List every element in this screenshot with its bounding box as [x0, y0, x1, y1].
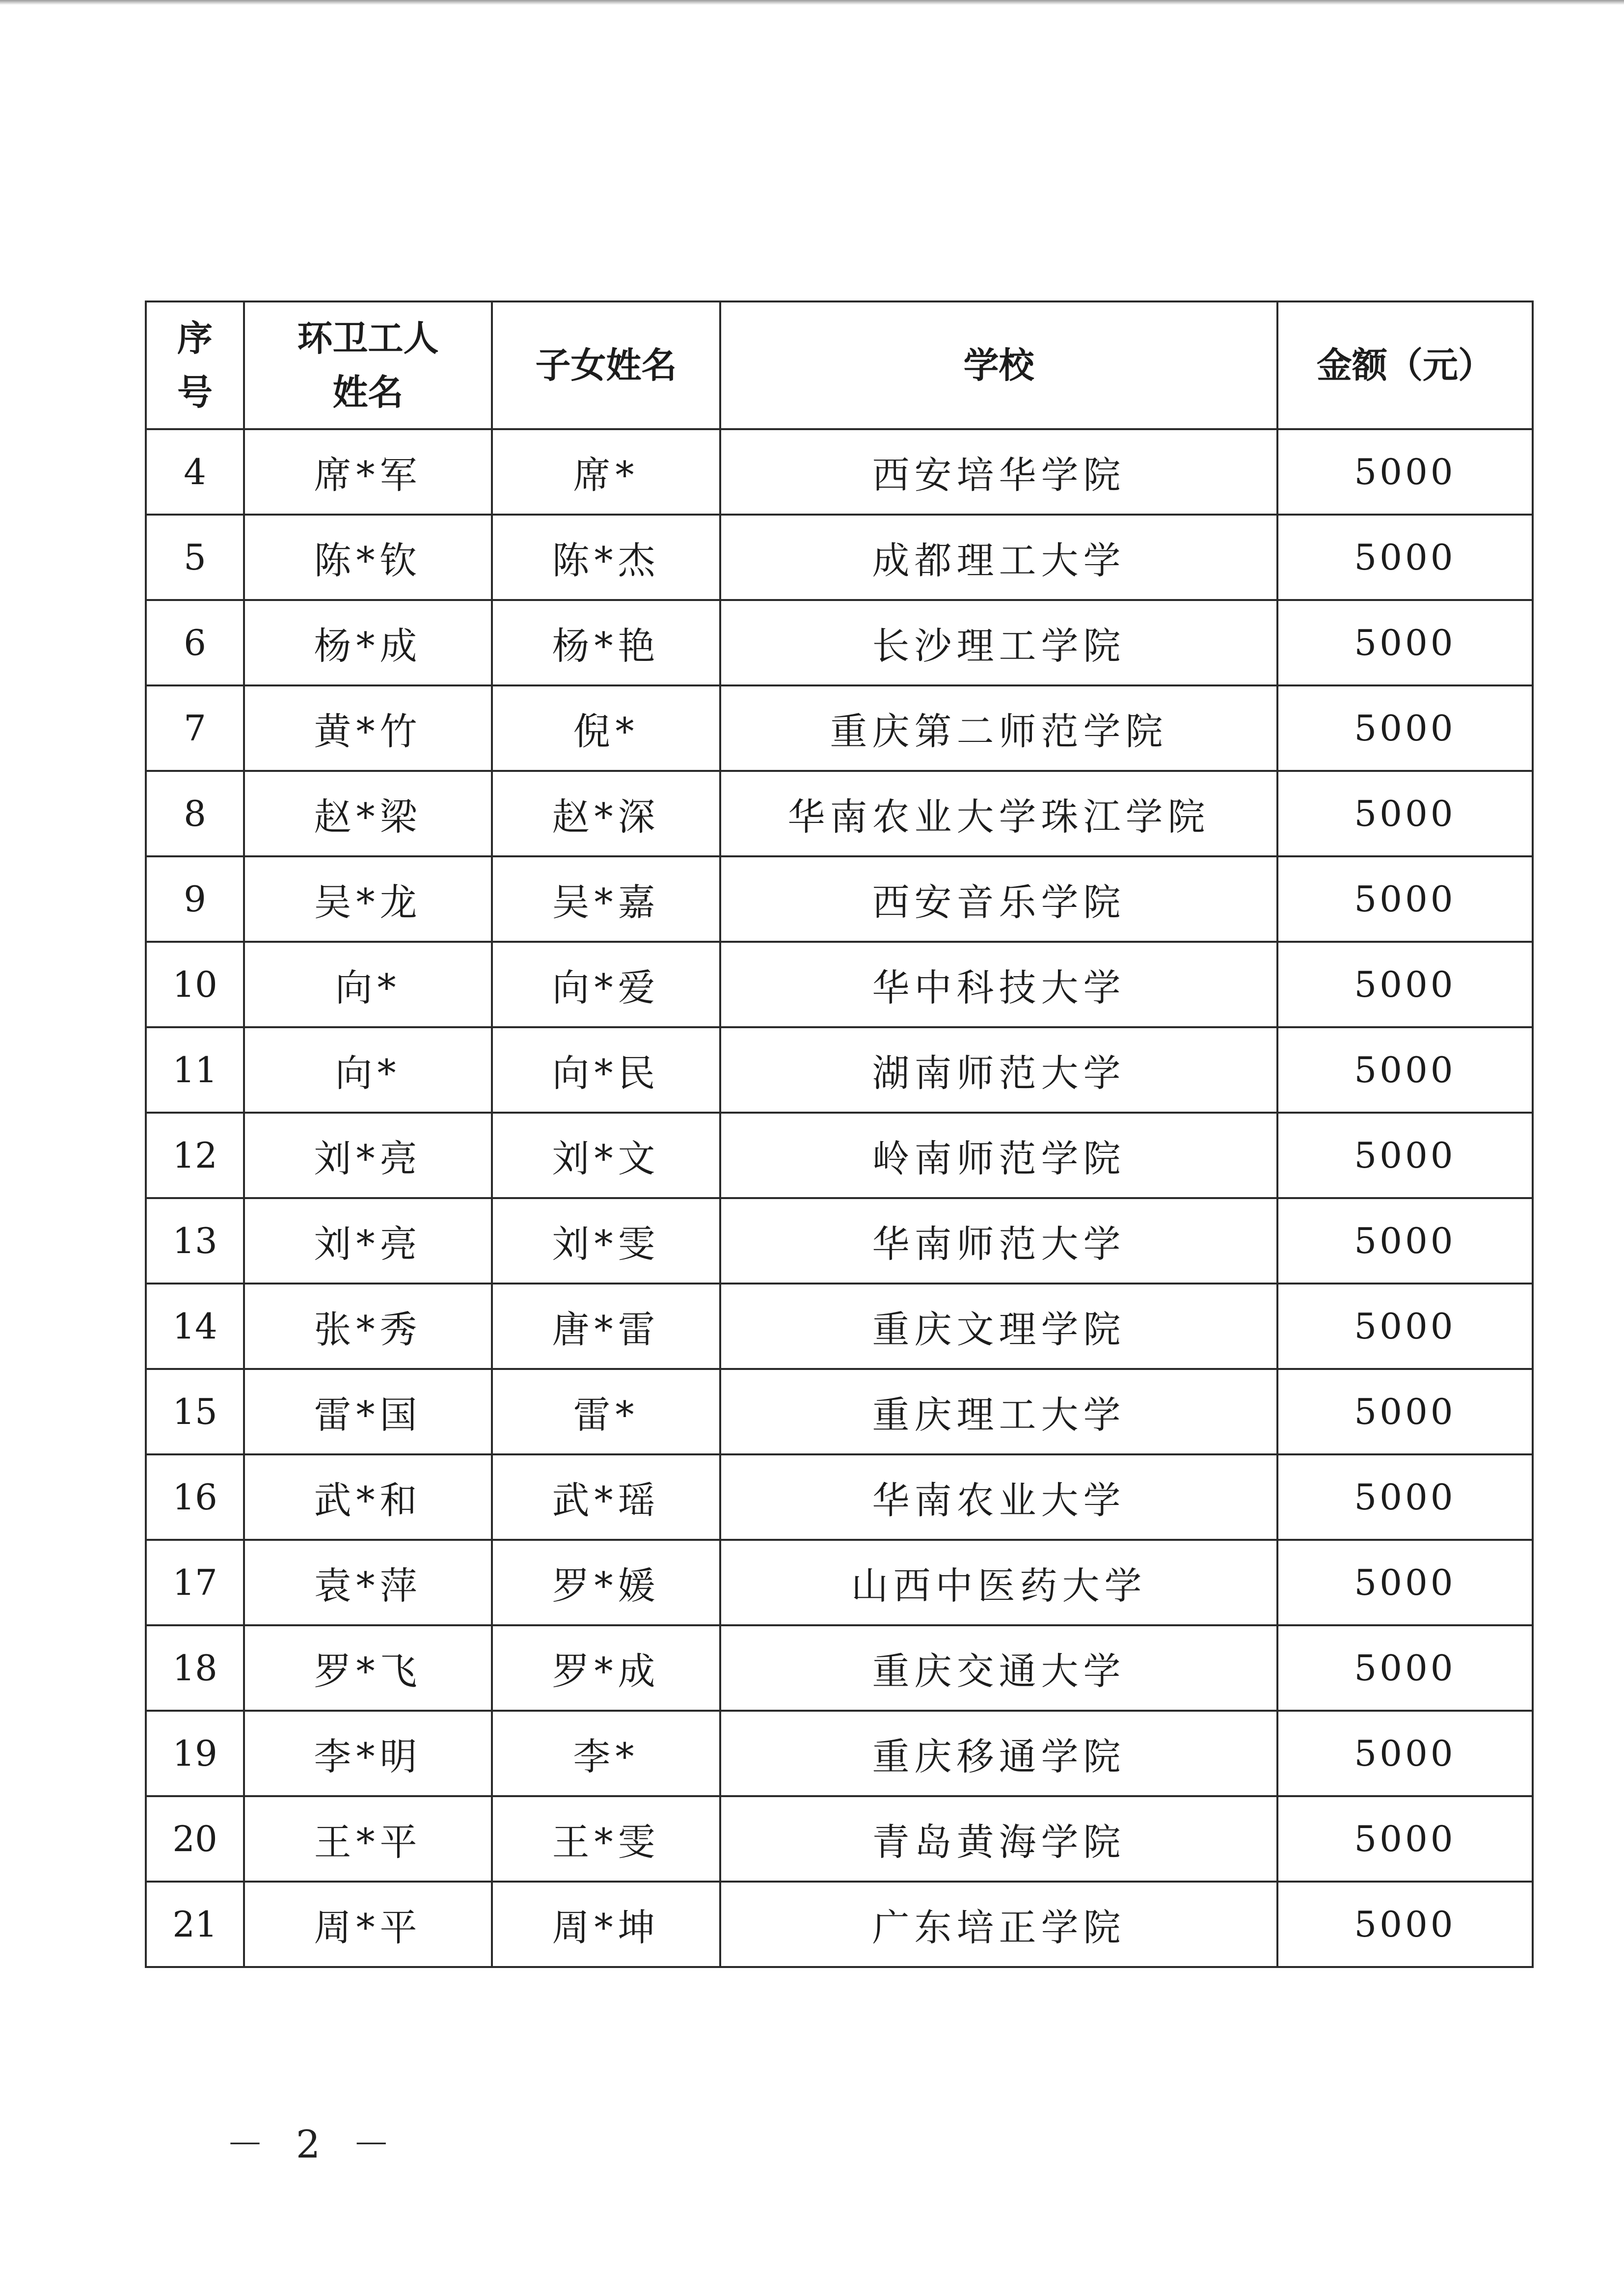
cell-index: 11: [146, 1027, 244, 1113]
cell-index: 15: [146, 1369, 244, 1454]
cell-index: 10: [146, 942, 244, 1027]
cell-child-name: 刘*文: [492, 1113, 720, 1198]
cell-index: 12: [146, 1113, 244, 1198]
cell-worker-name: 王*平: [244, 1796, 492, 1882]
page-number: － 2 －: [226, 2123, 401, 2167]
header-index: 序号: [146, 301, 244, 429]
cell-worker-name: 黄*竹: [244, 685, 492, 771]
table-row: [146, 1369, 1533, 1454]
cell-amount: 5000: [1277, 429, 1533, 515]
header-child-name: 子女姓名: [492, 301, 720, 429]
cell-worker-name: 刘*亮: [244, 1113, 492, 1198]
cell-index: 18: [146, 1625, 244, 1711]
table-row: [146, 1284, 1533, 1369]
cell-school: 华南师范大学: [720, 1198, 1277, 1284]
cell-amount: 5000: [1277, 1540, 1533, 1625]
cell-amount: 5000: [1277, 942, 1533, 1027]
cell-index: 5: [146, 515, 244, 600]
table-row: [146, 1454, 1533, 1540]
scan-edge: [0, 0, 1624, 5]
cell-amount: 5000: [1277, 1454, 1533, 1540]
cell-worker-name: 武*和: [244, 1454, 492, 1540]
cell-amount: 5000: [1277, 1711, 1533, 1796]
cell-child-name: 雷*: [492, 1369, 720, 1454]
table-row: [146, 1625, 1533, 1711]
cell-child-name: 李*: [492, 1711, 720, 1796]
cell-amount: 5000: [1277, 771, 1533, 856]
cell-amount: 5000: [1277, 515, 1533, 600]
cell-index: 13: [146, 1198, 244, 1284]
table-row: [146, 600, 1533, 685]
cell-school: 山西中医药大学: [720, 1540, 1277, 1625]
table-row: [146, 856, 1533, 942]
cell-child-name: 席*: [492, 429, 720, 515]
stipend-table: [145, 301, 1534, 1968]
cell-worker-name: 陈*钦: [244, 515, 492, 600]
cell-amount: 5000: [1277, 1113, 1533, 1198]
cell-child-name: 向*民: [492, 1027, 720, 1113]
cell-school: 西安音乐学院: [720, 856, 1277, 942]
cell-worker-name: 向*: [244, 1027, 492, 1113]
cell-worker-name: 赵*梁: [244, 771, 492, 856]
cell-worker-name: 刘*亮: [244, 1198, 492, 1284]
table-row: [146, 1711, 1533, 1796]
cell-school: 重庆第二师范学院: [720, 685, 1277, 771]
cell-school: 华南农业大学珠江学院: [720, 771, 1277, 856]
header-worker-name: 环卫工人姓名: [244, 301, 492, 429]
cell-worker-name: 席*军: [244, 429, 492, 515]
table-header-row: [146, 301, 1533, 429]
cell-school: 长沙理工学院: [720, 600, 1277, 685]
table-row: [146, 771, 1533, 856]
cell-index: 16: [146, 1454, 244, 1540]
cell-index: 9: [146, 856, 244, 942]
cell-amount: 5000: [1277, 1198, 1533, 1284]
cell-index: 14: [146, 1284, 244, 1369]
cell-child-name: 周*坤: [492, 1882, 720, 1967]
table-row: [146, 1027, 1533, 1113]
cell-index: 7: [146, 685, 244, 771]
cell-child-name: 唐*雷: [492, 1284, 720, 1369]
cell-school: 成都理工大学: [720, 515, 1277, 600]
cell-worker-name: 罗*飞: [244, 1625, 492, 1711]
cell-amount: 5000: [1277, 1027, 1533, 1113]
cell-child-name: 王*雯: [492, 1796, 720, 1882]
cell-school: 西安培华学院: [720, 429, 1277, 515]
cell-child-name: 陈*杰: [492, 515, 720, 600]
cell-worker-name: 周*平: [244, 1882, 492, 1967]
cell-amount: 5000: [1277, 685, 1533, 771]
cell-school: 重庆交通大学: [720, 1625, 1277, 1711]
cell-child-name: 吴*嘉: [492, 856, 720, 942]
cell-school: 华南农业大学: [720, 1454, 1277, 1540]
cell-amount: 5000: [1277, 600, 1533, 685]
table-row: [146, 429, 1533, 515]
cell-child-name: 杨*艳: [492, 600, 720, 685]
cell-worker-name: 李*明: [244, 1711, 492, 1796]
cell-amount: 5000: [1277, 1882, 1533, 1967]
table-row: [146, 1113, 1533, 1198]
cell-school: 重庆理工大学: [720, 1369, 1277, 1454]
cell-index: 8: [146, 771, 244, 856]
cell-index: 21: [146, 1882, 244, 1967]
cell-child-name: 刘*雯: [492, 1198, 720, 1284]
cell-amount: 5000: [1277, 856, 1533, 942]
cell-amount: 5000: [1277, 1796, 1533, 1882]
cell-worker-name: 张*秀: [244, 1284, 492, 1369]
table-row: [146, 1796, 1533, 1882]
cell-child-name: 倪*: [492, 685, 720, 771]
cell-child-name: 罗*媛: [492, 1540, 720, 1625]
cell-school: 重庆文理学院: [720, 1284, 1277, 1369]
cell-child-name: 罗*成: [492, 1625, 720, 1711]
cell-worker-name: 袁*萍: [244, 1540, 492, 1625]
cell-worker-name: 向*: [244, 942, 492, 1027]
cell-index: 19: [146, 1711, 244, 1796]
cell-index: 4: [146, 429, 244, 515]
cell-school: 华中科技大学: [720, 942, 1277, 1027]
cell-worker-name: 雷*国: [244, 1369, 492, 1454]
table-row: [146, 685, 1533, 771]
cell-child-name: 向*爱: [492, 942, 720, 1027]
cell-child-name: 武*瑶: [492, 1454, 720, 1540]
table-row: [146, 1198, 1533, 1284]
cell-amount: 5000: [1277, 1625, 1533, 1711]
table-body: [146, 429, 1533, 1967]
cell-worker-name: 杨*成: [244, 600, 492, 685]
cell-amount: 5000: [1277, 1369, 1533, 1454]
cell-amount: 5000: [1277, 1284, 1533, 1369]
cell-school: 岭南师范学院: [720, 1113, 1277, 1198]
table-row: [146, 942, 1533, 1027]
cell-child-name: 赵*深: [492, 771, 720, 856]
stipend-table-container: [145, 301, 1532, 1968]
table-row: [146, 515, 1533, 600]
table-row: [146, 1882, 1533, 1967]
cell-index: 17: [146, 1540, 244, 1625]
cell-worker-name: 吴*龙: [244, 856, 492, 942]
header-school: 学校: [720, 301, 1277, 429]
cell-index: 20: [146, 1796, 244, 1882]
cell-school: 湖南师范大学: [720, 1027, 1277, 1113]
cell-school: 青岛黄海学院: [720, 1796, 1277, 1882]
table-row: [146, 1540, 1533, 1625]
cell-school: 广东培正学院: [720, 1882, 1277, 1967]
header-amount: 金额（元）: [1277, 301, 1533, 429]
cell-index: 6: [146, 600, 244, 685]
cell-school: 重庆移通学院: [720, 1711, 1277, 1796]
